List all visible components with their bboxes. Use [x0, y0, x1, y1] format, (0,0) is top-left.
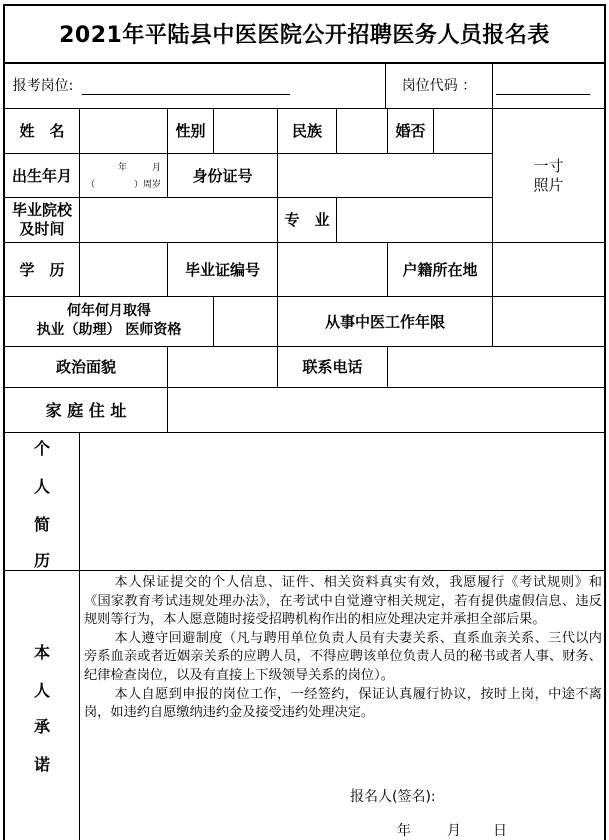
- birth-input[interactable]: [80, 154, 167, 197]
- id-input[interactable]: [278, 154, 492, 197]
- qualification-label: [5, 296, 213, 346]
- signature-label: 报名人(签名):: [350, 789, 436, 805]
- major-label: 专 业: [284, 211, 330, 229]
- gender-input[interactable]: [214, 109, 277, 153]
- sign-date: [380, 820, 600, 840]
- education-input[interactable]: [80, 243, 167, 296]
- major-input[interactable]: [337, 198, 492, 242]
- photo-line1: 一寸: [533, 156, 564, 175]
- marital-input[interactable]: [434, 109, 492, 153]
- birth-year-mark: 年: [118, 163, 128, 173]
- pledge-label: [5, 570, 79, 840]
- qualification-input[interactable]: [214, 297, 277, 346]
- post-label: 报考岗位:: [12, 78, 74, 94]
- ethnicity-label: 民族: [291, 122, 322, 140]
- gender-label: 性别: [175, 122, 206, 140]
- school-label-line1: 毕业院校: [11, 200, 72, 219]
- resume-char-3: 简: [33, 514, 50, 534]
- date-year-mark: 年: [397, 823, 411, 839]
- cert-no-input[interactable]: [278, 243, 387, 296]
- signature-field[interactable]: [470, 785, 600, 807]
- qualification-line2: 执业（助理） 医师资格: [36, 322, 182, 338]
- name-label: 姓 名: [19, 122, 65, 140]
- tcm-years-label: 从事中医工作年限: [324, 312, 445, 331]
- tcm-years-input[interactable]: [493, 297, 604, 346]
- pledge-char-4: 诺: [33, 754, 50, 774]
- form-title: 2021年平陆县中医医院公开招聘医务人员报名表: [3, 4, 606, 62]
- marital-label: 婚否: [395, 122, 426, 140]
- age-open-mark: （: [86, 180, 96, 190]
- name-input[interactable]: [80, 109, 167, 153]
- ethnicity-input[interactable]: [337, 109, 387, 153]
- hukou-label: 户籍所在地: [402, 260, 478, 279]
- resume-char-4: 历: [33, 550, 50, 570]
- resume-label: [5, 432, 79, 570]
- pledge-char-1: 本: [33, 642, 50, 662]
- pledge-paragraph-2: 本人遵守回避制度（凡与聘用单位负责人员有夫妻关系、直系血亲关系、三代以内旁系血亲或者近姻亲关系的应聘人员，不得应聘该单位负责人员的秘书或者人事、财务、纪律检查岗位，以及有直接上下级领导关系的岗位）。: [84, 630, 602, 683]
- pledge-paragraph-1: 本人保证提交的个人信息、证件、相关资料真实有效，我愿履行《考试规则》和《国家教育考试违规处理办法》，在考试中自觉遵守相关规定，若有提供虚假信息、违反规则等行为，本人愿意随时接受招聘机构作出的相应处理决定并承担全部后果。: [84, 575, 602, 628]
- post-code-input[interactable]: [496, 94, 590, 95]
- pledge-text: [84, 574, 602, 723]
- age-close-mark: ）周岁: [134, 180, 162, 190]
- address-label: 家 庭 住 址: [45, 401, 127, 420]
- political-input[interactable]: [168, 347, 277, 387]
- pledge-paragraph-3: 本人自愿到申报的岗位工作，一经签约，保证认真履行协议，按时上岗，中途不离岗，如违约自愿缴纳违约金及接受违约处理决定。: [84, 686, 602, 721]
- qualification-line1: 何年何月取得: [67, 303, 151, 319]
- hukou-input[interactable]: [493, 243, 604, 296]
- school-input[interactable]: [80, 198, 277, 242]
- resume-char-2: 人: [33, 476, 50, 496]
- post-code-label: 岗位代码 ：: [401, 78, 477, 94]
- address-input[interactable]: [168, 388, 604, 432]
- education-label: 学 历: [19, 260, 65, 279]
- phone-input[interactable]: [388, 347, 604, 387]
- resume-char-1: 个: [33, 438, 50, 458]
- id-label: 身份证号: [192, 166, 253, 185]
- photo-line2: 照片: [533, 175, 564, 194]
- date-month-mark: 月: [447, 823, 461, 839]
- post-input[interactable]: [82, 94, 290, 95]
- birth-month-mark: 月: [152, 163, 162, 173]
- school-label: [5, 197, 79, 242]
- date-day-mark: 日: [493, 823, 507, 839]
- photo-box[interactable]: [493, 109, 604, 242]
- school-label-line2: 及时间: [19, 219, 65, 238]
- cert-no-label: 毕业证编号: [184, 260, 260, 279]
- phone-label: 联系电话: [302, 358, 363, 376]
- political-label: 政治面貌: [55, 358, 116, 376]
- birth-label: 出生年月: [11, 166, 72, 185]
- pledge-char-2: 人: [33, 680, 50, 700]
- resume-input[interactable]: [80, 433, 604, 570]
- pledge-char-3: 承: [33, 716, 50, 736]
